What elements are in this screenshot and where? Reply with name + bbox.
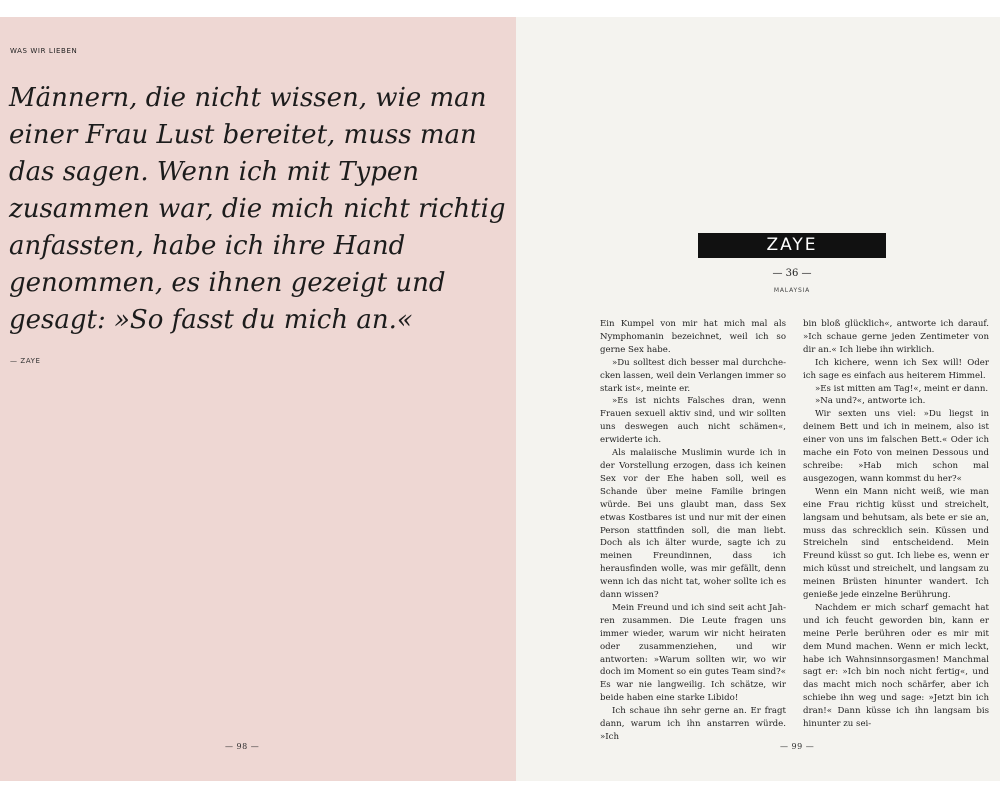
left-page <box>0 17 516 781</box>
paragraph: Wenn ein Mann nicht weiß, wie man eine Frau richtig küsst und streichelt, langsam und behutsam, als bete er sie an, muss das schrecklich sein. Küssen und Streicheln sind entscheidend. Mein Freund küsst so gut. Ich liebe es, wenn er mich küsst und streichelt, und langsam zu meinen Brüsten hinunter wandert. Ich genieße jede einzelne Berührung. <box>803 486 989 601</box>
page-number-left: — 98 — <box>225 742 260 751</box>
paragraph: »Es ist nichts Falsches dran, wenn Frauen sexuell aktiv sind, und wir sollten uns deswegen auch nicht schämen«, erwiderte ich. <box>600 396 786 446</box>
paragraph: Ich kichere, wenn ich Sex will! Oder ich sage es einfach aus heiterem Himmel. <box>803 357 989 381</box>
paragraph: Ein Kumpel von mir hat mich mal als Nymphomanin bezeichnet, weil ich so gerne Sex habe. <box>600 319 786 355</box>
pull-quote: Männern, die nicht wissen, wie man einer Frau Lust bereitet, muss man das sagen. Wenn ich mit Typen zusammen war, die mich nicht richtig anfassten, habe ich ihre Hand genommen, es ihnen gezeigt und gesagt: »So fasst du mich an.« <box>9 83 506 335</box>
interviewee-country: MALAYSIA <box>773 287 811 294</box>
running-head: WAS WIR LIEBEN <box>10 47 78 55</box>
right-page <box>516 17 1000 781</box>
text-column-2 <box>803 318 989 733</box>
quote-attribution: — ZAYE <box>10 357 41 365</box>
paragraph: Nachdem er mich scharf gemacht hat und ich feucht geworden bin, kann er meine Perle berühren oder es mir mit dem Mund machen. Wenn er mich leckt, habe ich Wahnsinnsorgasmen! Manchmal sagt er: »Ich bin noch nicht fertig«, und das macht mich noch schärfer, aber ich schiebe ihn weg und sage: »Jetzt bin ich dran!« Dann küsse ich ihn langsam bis hinunter zu sei- <box>803 602 989 730</box>
paragraph: »Du solltest dich besser mal durchchecken lassen, weil dein Verlangen immer so stark ist«, meinte er. <box>600 357 786 394</box>
paragraph: Als malaiische Muslimin wurde ich in der Vorstellung erzogen, dass ich keinen Sex vor der Ehe haben soll, weil es Schande über meine Familie bringen würde. Bei uns glaubt man, dass Sex etwas Kostbares ist und nur mit der einen Person stattfinden soll, die man liebt. Doch als ich älter wurde, sagte ich zu meinen Freundinnen, dass ich herausfinden wolle, was mir gefällt, denn wenn ich das nicht tat, woher sollte ich es dann wissen? <box>600 448 786 601</box>
interviewee-name: ZAYE <box>698 233 886 258</box>
paragraph: »Na und?«, antworte ich. <box>815 396 926 407</box>
paragraph: Mein Freund und ich sind seit acht Jahren zusammen. Die Leute fragen uns immer wieder, warum wir nicht heiraten oder zusammenziehen, und wir antworten: »Warum sollten wir, wo wir doch im Moment so ein gutes Team sind?« Es war nie langweilig. Ich schätze, wir beide haben eine starke Libido! <box>600 602 786 704</box>
text-column-1 <box>600 318 786 742</box>
paragraph: Ich schaue ihn sehr gerne an. Er fragt dann, warum ich ihn anstarren würde. »Ich <box>600 706 786 742</box>
paragraph: »Es ist mitten am Tag!«, meint er dann. <box>815 383 989 394</box>
interviewee-age: — 36 — <box>772 268 812 279</box>
book-spread <box>0 17 1000 781</box>
paragraph: bin bloß glücklich«, antworte ich darauf. »Ich schaue gerne jeden Zentimeter von dir an.« Ich liebe ihn wirklich. <box>803 319 989 355</box>
paragraph: Wir sexten uns viel: »Du liegst in deinem Bett und ich in meinem, also ist einer von uns im falschen Bett.« Oder ich mache ein Foto von meinen Dessous und schreibe: »Hab mich schon mal ausgezogen, wann kommst du her?« <box>803 409 989 484</box>
page-number-right: — 99 — <box>780 742 815 751</box>
